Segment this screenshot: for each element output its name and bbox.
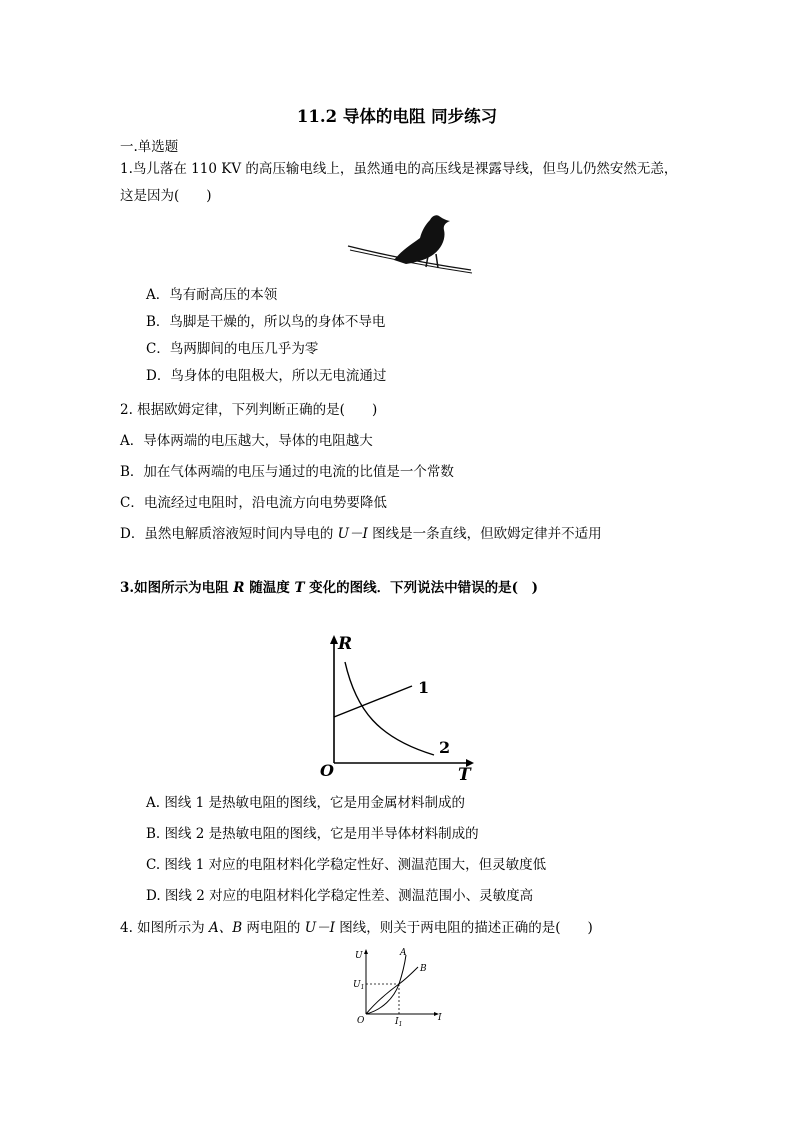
question-3-option-a: A. 图线 1 是热敏电阻的图线，它是用金属材料制成的: [146, 795, 466, 811]
question-3-option-d: D. 图线 2 对应的电阻材料化学稳定性差、测温范围小、灵敏度高: [146, 888, 534, 904]
question-1-stem-line2: 这是因为( ): [120, 188, 212, 204]
origin-label: O: [357, 1016, 365, 1026]
section-heading: 一.单选题: [120, 139, 179, 155]
i-axis-label: I: [438, 1013, 442, 1023]
question-3-option-b: B. 图线 2 是热敏电阻的图线，它是用半导体材料制成的: [146, 826, 479, 842]
bird-on-wire-image: [346, 210, 474, 276]
curve-b-label: B: [420, 964, 427, 974]
origin-label: O: [320, 761, 334, 780]
curve-1-label: 1: [418, 678, 430, 697]
question-1-option-a: A．鸟有耐高压的本领: [146, 287, 278, 303]
question-1-stem-line1: 1.鸟儿落在 110 KV 的高压输电线上，虽然通电的高压线是裸露导线，但鸟儿仍然安然无恙，: [120, 161, 678, 177]
question-3-stem: 3.如图所示为电阻 R 随温度 T 变化的图线．下列说法中错误的是( ): [120, 580, 538, 596]
r-t-graph: [316, 630, 480, 782]
curve-2-label: 2: [439, 738, 451, 757]
i1-label: $I_1$: [395, 1017, 403, 1026]
question-1-option-c: C．鸟两脚间的电压几乎为零: [146, 341, 319, 357]
u-axis-label: U: [355, 951, 363, 961]
r-axis-label: R: [338, 634, 353, 654]
page-title: 11.2 导体的电阻 同步练习: [296, 107, 498, 126]
curve-a: [366, 955, 406, 1014]
curve-a-label: A: [400, 948, 407, 958]
question-2-option-b: B．加在气体两端的电压与通过的电流的比值是一个常数: [120, 464, 454, 480]
question-2-option-c: C．电流经过电阻时，沿电流方向电势要降低: [120, 495, 387, 511]
u-i-graph: [350, 944, 446, 1026]
curve-b: [366, 967, 418, 1014]
u1-label: $U_1$: [353, 980, 365, 991]
question-1-option-d: D．鸟身体的电阻极大，所以无电流通过: [146, 368, 387, 384]
curve-1: [334, 686, 412, 717]
t-axis-label: T: [458, 765, 471, 782]
r-axis-arrow: [330, 635, 338, 644]
question-2-option-a: A．导体两端的电压越大，导体的电阻越大: [120, 433, 373, 449]
question-2-option-d: D．虽然电解质溶液短时间内导电的 U－I 图线是一条直线，但欧姆定律并不适用: [120, 526, 602, 542]
question-2-stem: 2. 根据欧姆定律，下列判断正确的是( ): [120, 402, 378, 418]
question-4-stem: 4. 如图所示为 A、B 两电阻的 U－I 图线，则关于两电阻的描述正确的是( ): [120, 920, 593, 936]
question-3-option-c: C. 图线 1 对应的电阻材料化学稳定性好、测温范围大，但灵敏度低: [146, 857, 547, 873]
curve-2: [345, 662, 434, 755]
question-1-option-b: B．鸟脚是干燥的，所以鸟的身体不导电: [146, 314, 386, 330]
